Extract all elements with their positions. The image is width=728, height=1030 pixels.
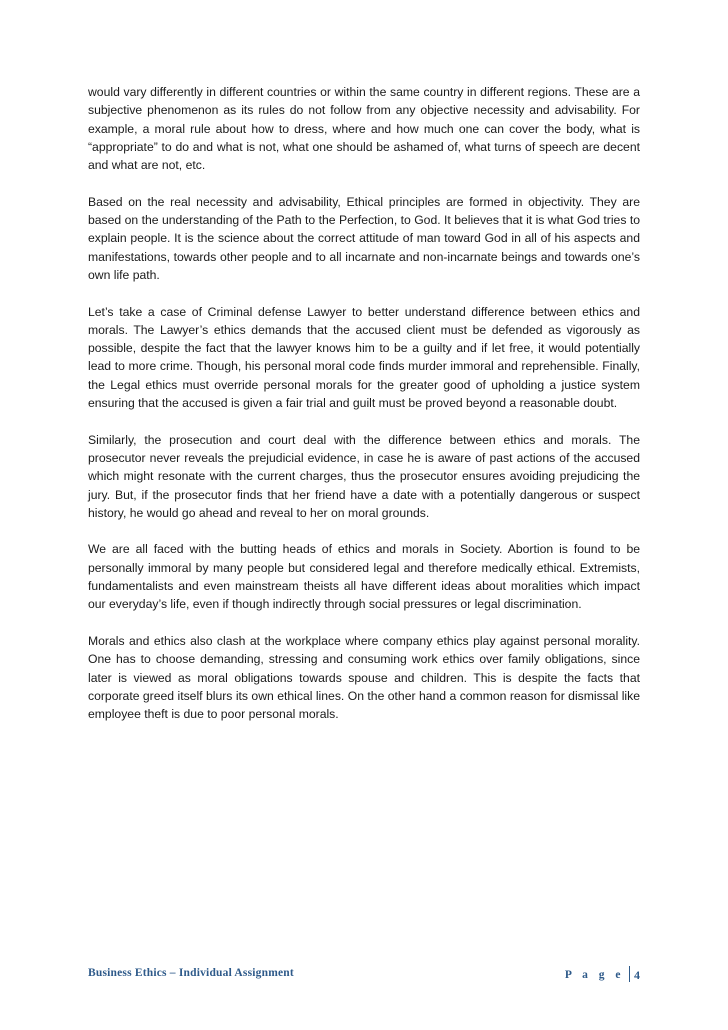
page-footer [88,963,640,985]
paragraph-5: We are all faced with the butting heads of ethics and morals in Society. Abortion is found to be personally immoral by many people but considered legal and therefore medically ethical. Extremists, fundamentalists and even mainstream theists all have different ideas about moralities which impact our everyday’s life, even if though indirectly through social pressures or legal discrimination. [88,542,640,612]
paragraph-1: would vary differently in different countries or within the same country in different regions. These are a subjective phenomenon as its rules do not follow from any objective necessity and advisability. For example, a moral rule about how to dress, where and how much one can cover the body, what is “appropriate” to do and what is not, what one should be ashamed of, what turns of speech are decent and what are not, etc. [88,85,640,173]
document-body [88,83,640,742]
paragraph-4: Similarly, the prosecution and court deal with the difference between ethics and morals. The prosecutor never reveals the prejudicial evidence, in case he is aware of past actions of the accused which might resonate with the current charges, thus the prosecutor ensures avoiding prejudicing the jury. But, if the prosecutor finds that her friend have a date with a potentially dangerous or suspect history, he would go ahead and reveal to her on moral grounds. [88,432,640,520]
page-label: P a g e [564,969,625,981]
paragraph-2: Based on the real necessity and advisability, Ethical principles are formed in objectivity. They are based on the understanding of the Path to the Perfection, to God. It believes that it is what God tries to explain people. It is the science about the correct attitude of man toward God in all of his aspects and manifestations, towards other people and to all incarnate and non-incarnate beings and towards one’s own life path. [88,194,640,282]
page-separator [629,966,631,982]
page-number: 4 [634,967,640,982]
page-indicator [565,967,640,983]
footer-title: Business Ethics – Individual Assignment [88,967,294,979]
paragraph-3: Let’s take a case of Criminal defense Lawyer to better understand difference between ethics and morals. The Lawyer’s ethics demands that the accused client must be defended as vigorously as possible, despite the fact that the lawyer knows him to be a guilty and if let free, it would potentially lead to more crime. Though, his personal moral code finds murder immoral and reprehensible. Finally, the Legal ethics must override personal morals for the greater good of upholding a justice system ensuring that the accused is given a fair trial and guilt must be proved beyond a reasonable doubt. [88,304,640,411]
paragraph-6: Morals and ethics also clash at the workplace where company ethics play against personal morality. One has to choose demanding, stressing and consuming work ethics over family obligations, since later is viewed as moral obligations towards spouse and children. This is despite the facts that corporate greed itself blurs its own ethical lines. On the other hand a common reason for dismissal like employee theft is due to poor personal morals. [88,633,640,722]
